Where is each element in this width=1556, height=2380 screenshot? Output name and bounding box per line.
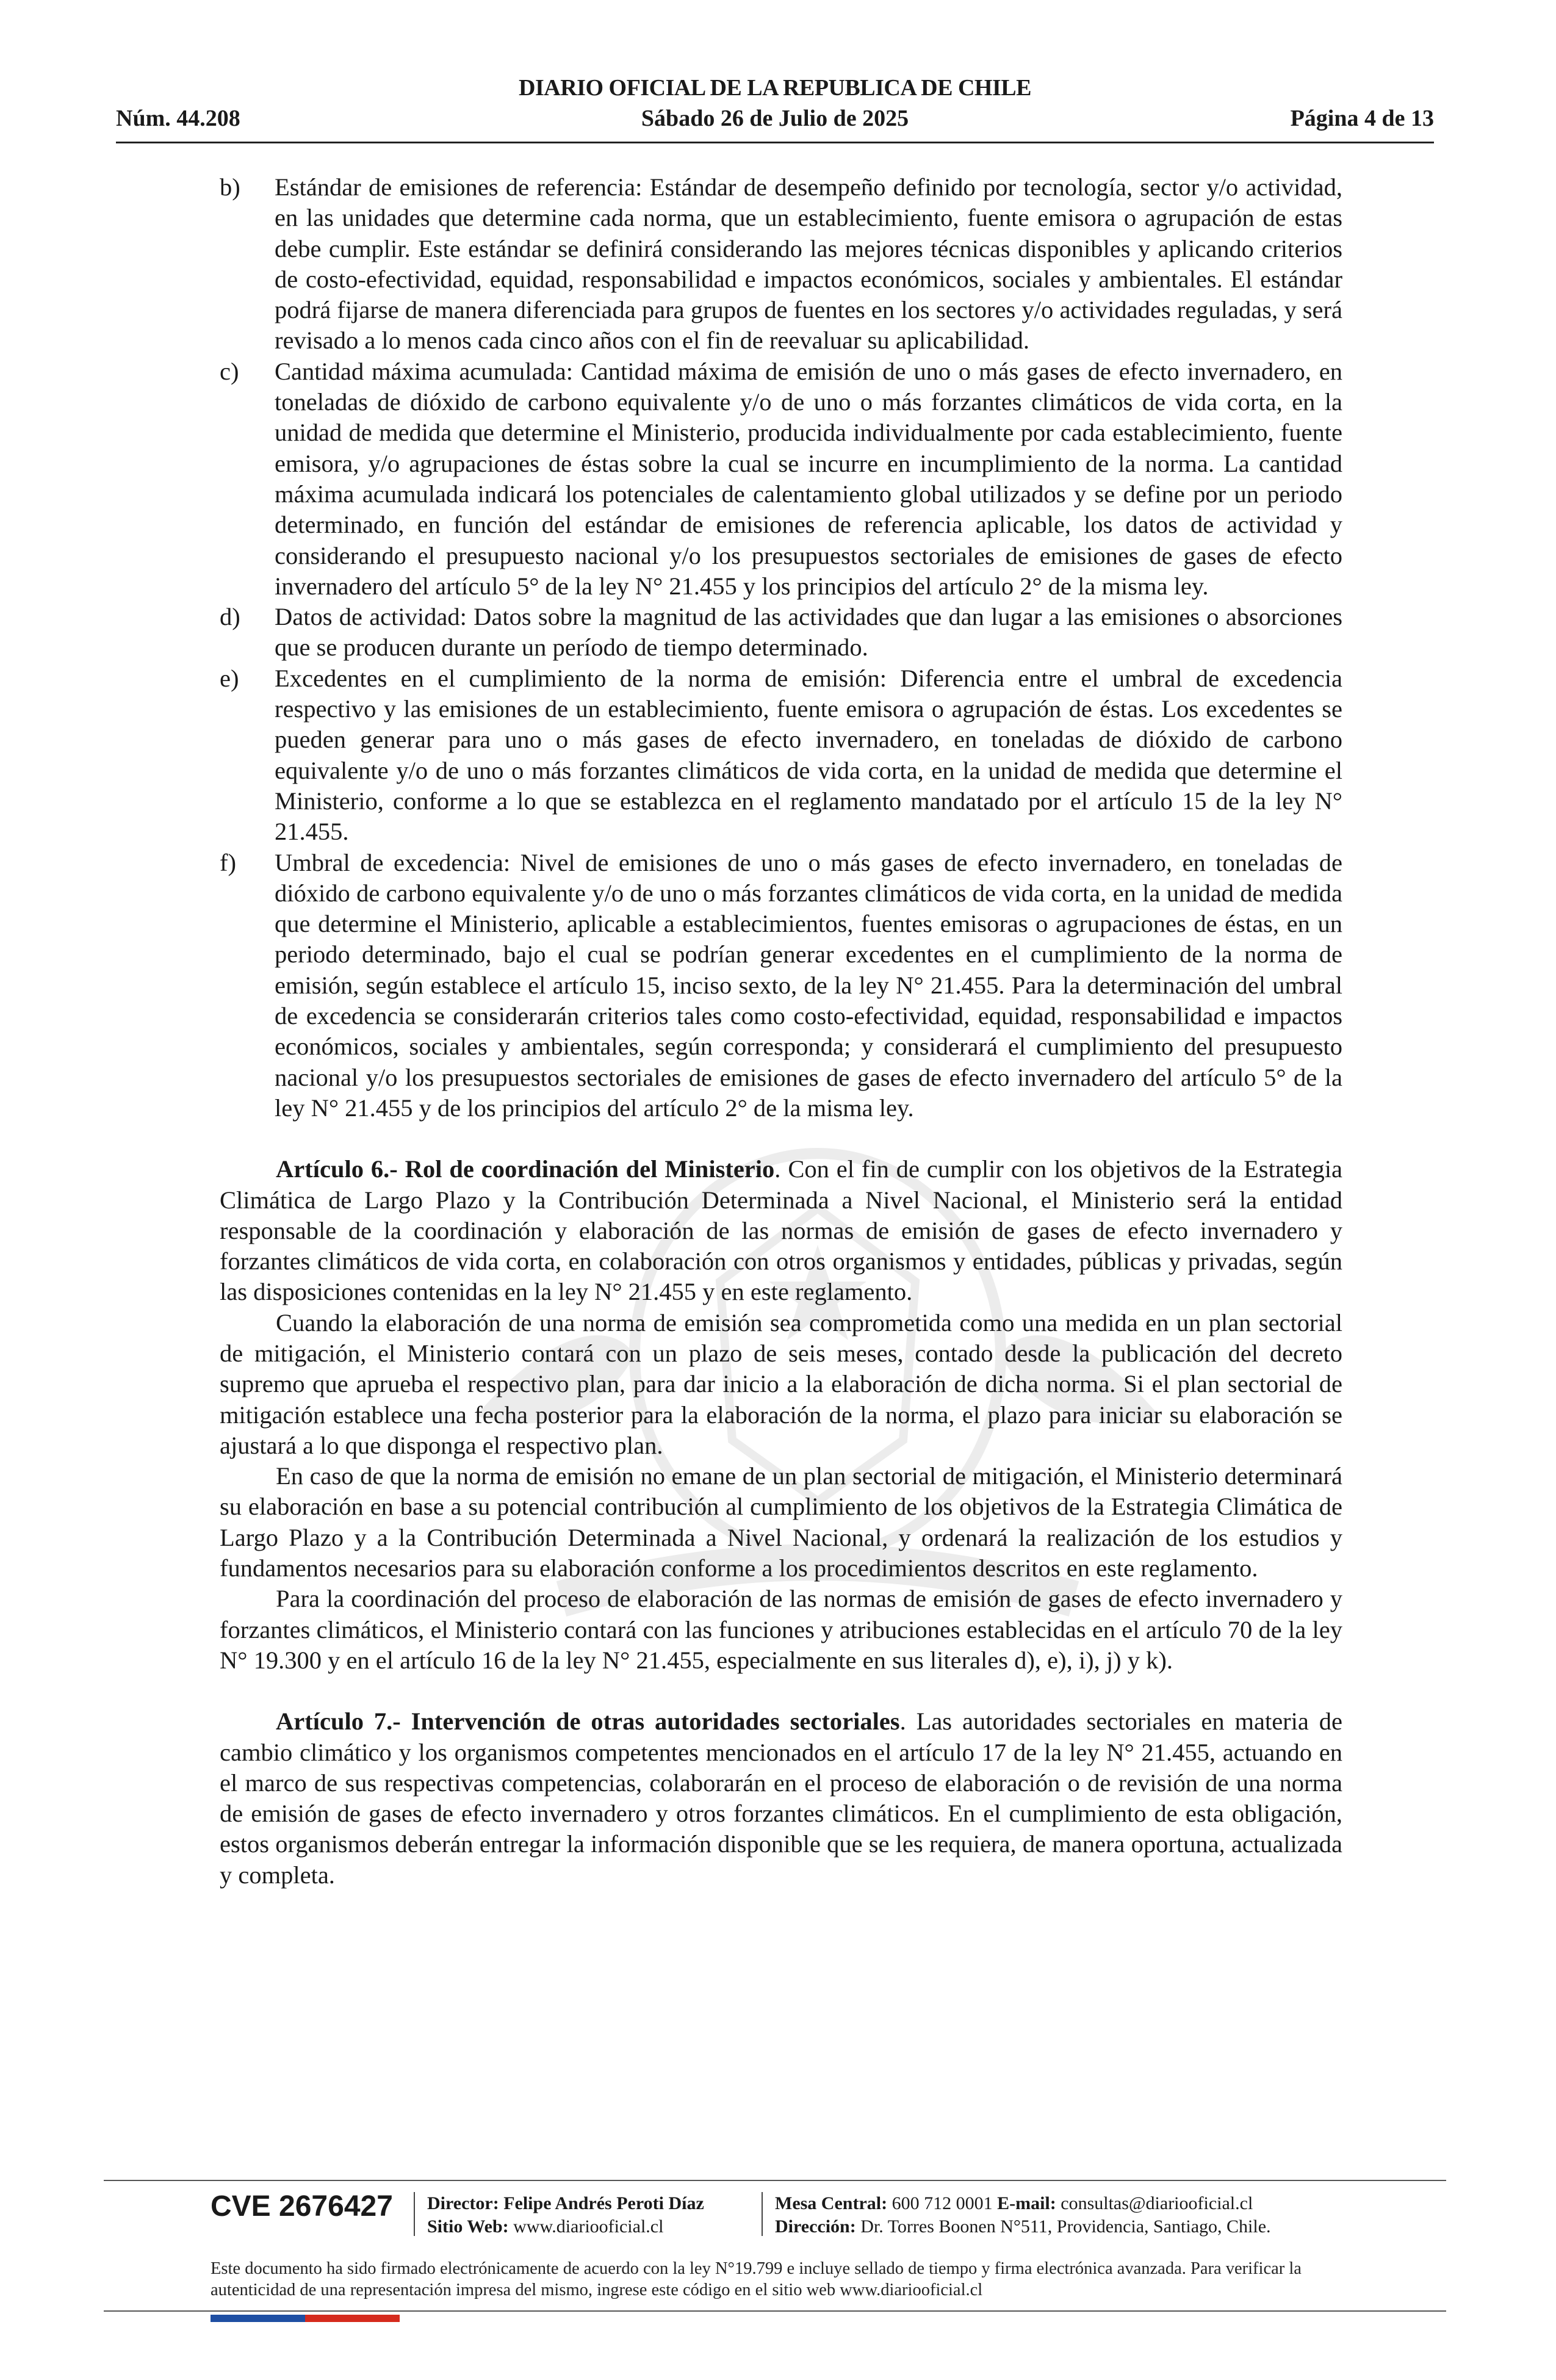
flag-stripe-blue [211,2315,305,2322]
address-label: Dirección: [775,2216,856,2237]
footer-director-block [427,2192,704,2238]
page-number: Página 4 de 13 [1290,106,1434,131]
flag-stripe-red [305,2315,400,2322]
definition-text: Estándar de emisiones de referencia: Estándar de desempeño definido por tecnología, sector y/o actividad, en las unidades que determine cada norma, que un establecimiento, fuente emisora o agrupación de estas debe cumplir. Este estándar se definirá considerando las mejores técnicas disponibles y aplicando criterios de costo-efectividad, equidad, responsabilidad e impactos económicos, sociales y ambientales. El estándar podrá fijarse de manera diferenciada para grupos de fuentes en los sectores y/o actividades reguladas, y será revisado a lo menos cada cinco años con el fin de reevaluar su aplicabilidad. [275,173,1342,355]
phone-label: Mesa Central: [775,2193,888,2213]
article-6-paragraph: Para la coordinación del proceso de elaboración de las normas de emisión de gases de efecto invernadero y forzantes climáticos, el Ministerio contará con las funciones y atribuciones establecidas en el artículo 70 de la ley N° 19.300 y en el artículo 16 de la ley N° 21.455, especialmente en sus literales d), e), i), j) y k). [220,1585,1342,1674]
definition-text: Umbral de excedencia: Nivel de emisiones de uno o más gases de efecto invernadero, en toneladas de dióxido de carbono equivalente y/o de uno o más forzantes climáticos de vida corta, en la unidad de medida que determine el Ministerio, aplicable a establecimientos, fuentes emisoras o agrupaciones de éstas, en un periodo determinado, bajo el cual se podrían generar excedentes en el cumplimiento de la norma de emisión, según establece el artículo 15, inciso sexto, de la ley N° 21.455. Para la determinación del umbral de excedencia se considerarán criterios tales como costo-efectividad, equidad, responsabilidad e impactos económicos, sociales y ambientales, según corresponda; y considerará el cumplimiento del presupuesto nacional y/o los presupuestos sectoriales de emisiones de gases de efecto invernadero del artículo 5° de la ley N° 21.455 y de los principios del artículo 2° de la misma ley. [275,848,1342,1122]
definition-text: Excedentes en el cumplimiento de la norma de emisión: Diferencia entre el umbral de excedencia respectivo y las emisiones de un establecimiento, fuente emisora o agrupación de éstas. Los excedentes se pueden generar para uno o más gases de efecto invernadero, en toneladas de dióxido de carbono equivalente y/o de uno o más forzantes climáticos de vida corta, en la unidad de medida que determine el Ministerio, conforme a lo que se establezca en el reglamento mandatado por el artículo 15 de la ley N° 21.455. [275,664,1342,846]
definition-item [220,356,1342,602]
phone-number: 600 712 0001 [891,2193,993,2213]
footer-separator [414,2192,415,2236]
email-link[interactable]: consultas@diariooficial.cl [1061,2193,1253,2213]
footer-divider-bottom [104,2310,1446,2312]
website-link[interactable]: www.diariooficial.cl [513,2216,664,2237]
definition-list [220,172,1342,1123]
definition-item [220,848,1342,1124]
definition-letter: f) [220,848,236,876]
article-7 [220,1706,1342,1891]
document-body [220,172,1342,1891]
definition-item [220,172,1342,356]
article-6-text: . Con el fin de cumplir con los objetivos de la Estrategia Climática de Largo Plazo y la Contribución Determinada a Nivel Nacional, el Ministerio será la entidad responsable de la coordinación y elaboración de las normas de emisión de gases de efecto invernadero y forzantes climáticos de vida corta, en colaboración con otros organismos y entidades, públicas y privadas, según las disposiciones contenidas en la ley N° 21.455 y en este reglamento. [220,1155,1342,1306]
definition-letter: e) [220,664,239,692]
definition-item [220,602,1342,663]
issue-number: Núm. 44.208 [116,106,240,131]
article-6-paragraph: En caso de que la norma de emisión no emane de un plan sectorial de mitigación, el Ministerio determinará su elaboración en base a su potencial contribución al cumplimiento de los objetivos de la Estrategia Climática de Largo Plazo y a la Contribución Determinada a Nivel Nacional, y ordenará la realización de los estudios y fundamentos necesarios para su elaboración conforme a los procedimientos descritos en este reglamento. [220,1462,1342,1582]
cve-code: CVE 2676427 [211,2190,393,2223]
article-7-paragraph [220,1706,1342,1891]
website-label: Sitio Web: [427,2216,509,2237]
definition-text: Cantidad máxima acumulada: Cantidad máxima de emisión de uno o más gases de efecto invernadero, en toneladas de dióxido de carbono equivalente y/o de uno o más forzantes climáticos de vida corta, en la unidad de medida que determine el Ministerio, producida individualmente por cada establecimiento, fuente emisora, y/o agrupaciones de éstas sobre la cual se incurre en incumplimiento de la norma. La cantidad máxima acumulada indicará los potenciales de calentamiento global utilizados y se define por un periodo determinado, en función del estándar de emisiones de referencia aplicable, los datos de actividad y considerando el presupuesto nacional y/o los presupuestos sectoriales de emisiones de gases de efecto invernadero del artículo 5° de la ley N° 21.455 y los principios del artículo 2° de la misma ley. [275,357,1342,600]
email-label: E-mail: [997,2193,1056,2213]
definition-letter: c) [220,357,239,385]
article-6-title: Artículo 6.- Rol de coordinación del Ministerio [276,1155,775,1183]
electronic-signature-note: Este documento ha sido firmado electrónicamente de acuerdo con la ley N°19.799 e incluye sellado de tiempo y firma electrónica avanzada. Para verificar la autenticidad de una representación impresa del mismo, ingrese este código en el sitio web www.diariooficial.cl [211,2259,1302,2299]
article-7-title: Artículo 7.- Intervención de otras autoridades sectoriales [276,1707,900,1736]
article-6-paragraph [220,1154,1342,1307]
director-label: Director: [427,2193,499,2213]
director-name: Felipe Andrés Peroti Díaz [503,2193,704,2213]
footer-divider-top [104,2180,1446,2181]
page-header [116,74,1434,148]
issue-date: Sábado 26 de Julio de 2025 [641,106,909,131]
article-7-text: . Las autoridades sectoriales en materia de cambio climático y los organismos competentes mencionados en el artículo 17 de la ley N° 21.455, actuando en el marco de sus respectivas competencias, colaborarán en el proceso de elaboración o de revisión de una norma de emisión de gases de efecto invernadero y otros forzantes climáticos. En el cumplimiento de esta obligación, estos organismos deberán entregar la información disponible que se les requiera, de manera oportuna, actualizada y completa. [220,1707,1343,1889]
article-6 [220,1154,1342,1676]
definition-letter: b) [220,173,240,201]
article-6-paragraph: Cuando la elaboración de una norma de emisión sea comprometida como una medida en un plan sectorial de mitigación, el Ministerio contará con un plazo de seis meses, contado desde la publicación del decreto supremo que aprueba el respectivo plan, para dar inicio a la elaboración de dicha norma. Si el plan sectorial de mitigación establece una fecha posterior para la elaboración de la norma, el plazo para iniciar su elaboración se ajustará a lo que disponga el respectivo plan. [220,1308,1342,1459]
definition-item [220,663,1342,848]
header-divider [116,142,1434,143]
address-text: Dr. Torres Boonen N°511, Providencia, Santiago, Chile. [860,2216,1271,2237]
footer-separator [762,2192,763,2236]
footer-contact-block [775,2192,1271,2238]
definition-text: Datos de actividad: Datos sobre la magnitud de las actividades que dan lugar a las emisiones o absorciones que se producen durante un período de tiempo determinado. [275,603,1342,662]
definition-letter: d) [220,603,240,631]
publication-title: DIARIO OFICIAL DE LA REPUBLICA DE CHILE [519,75,1031,101]
